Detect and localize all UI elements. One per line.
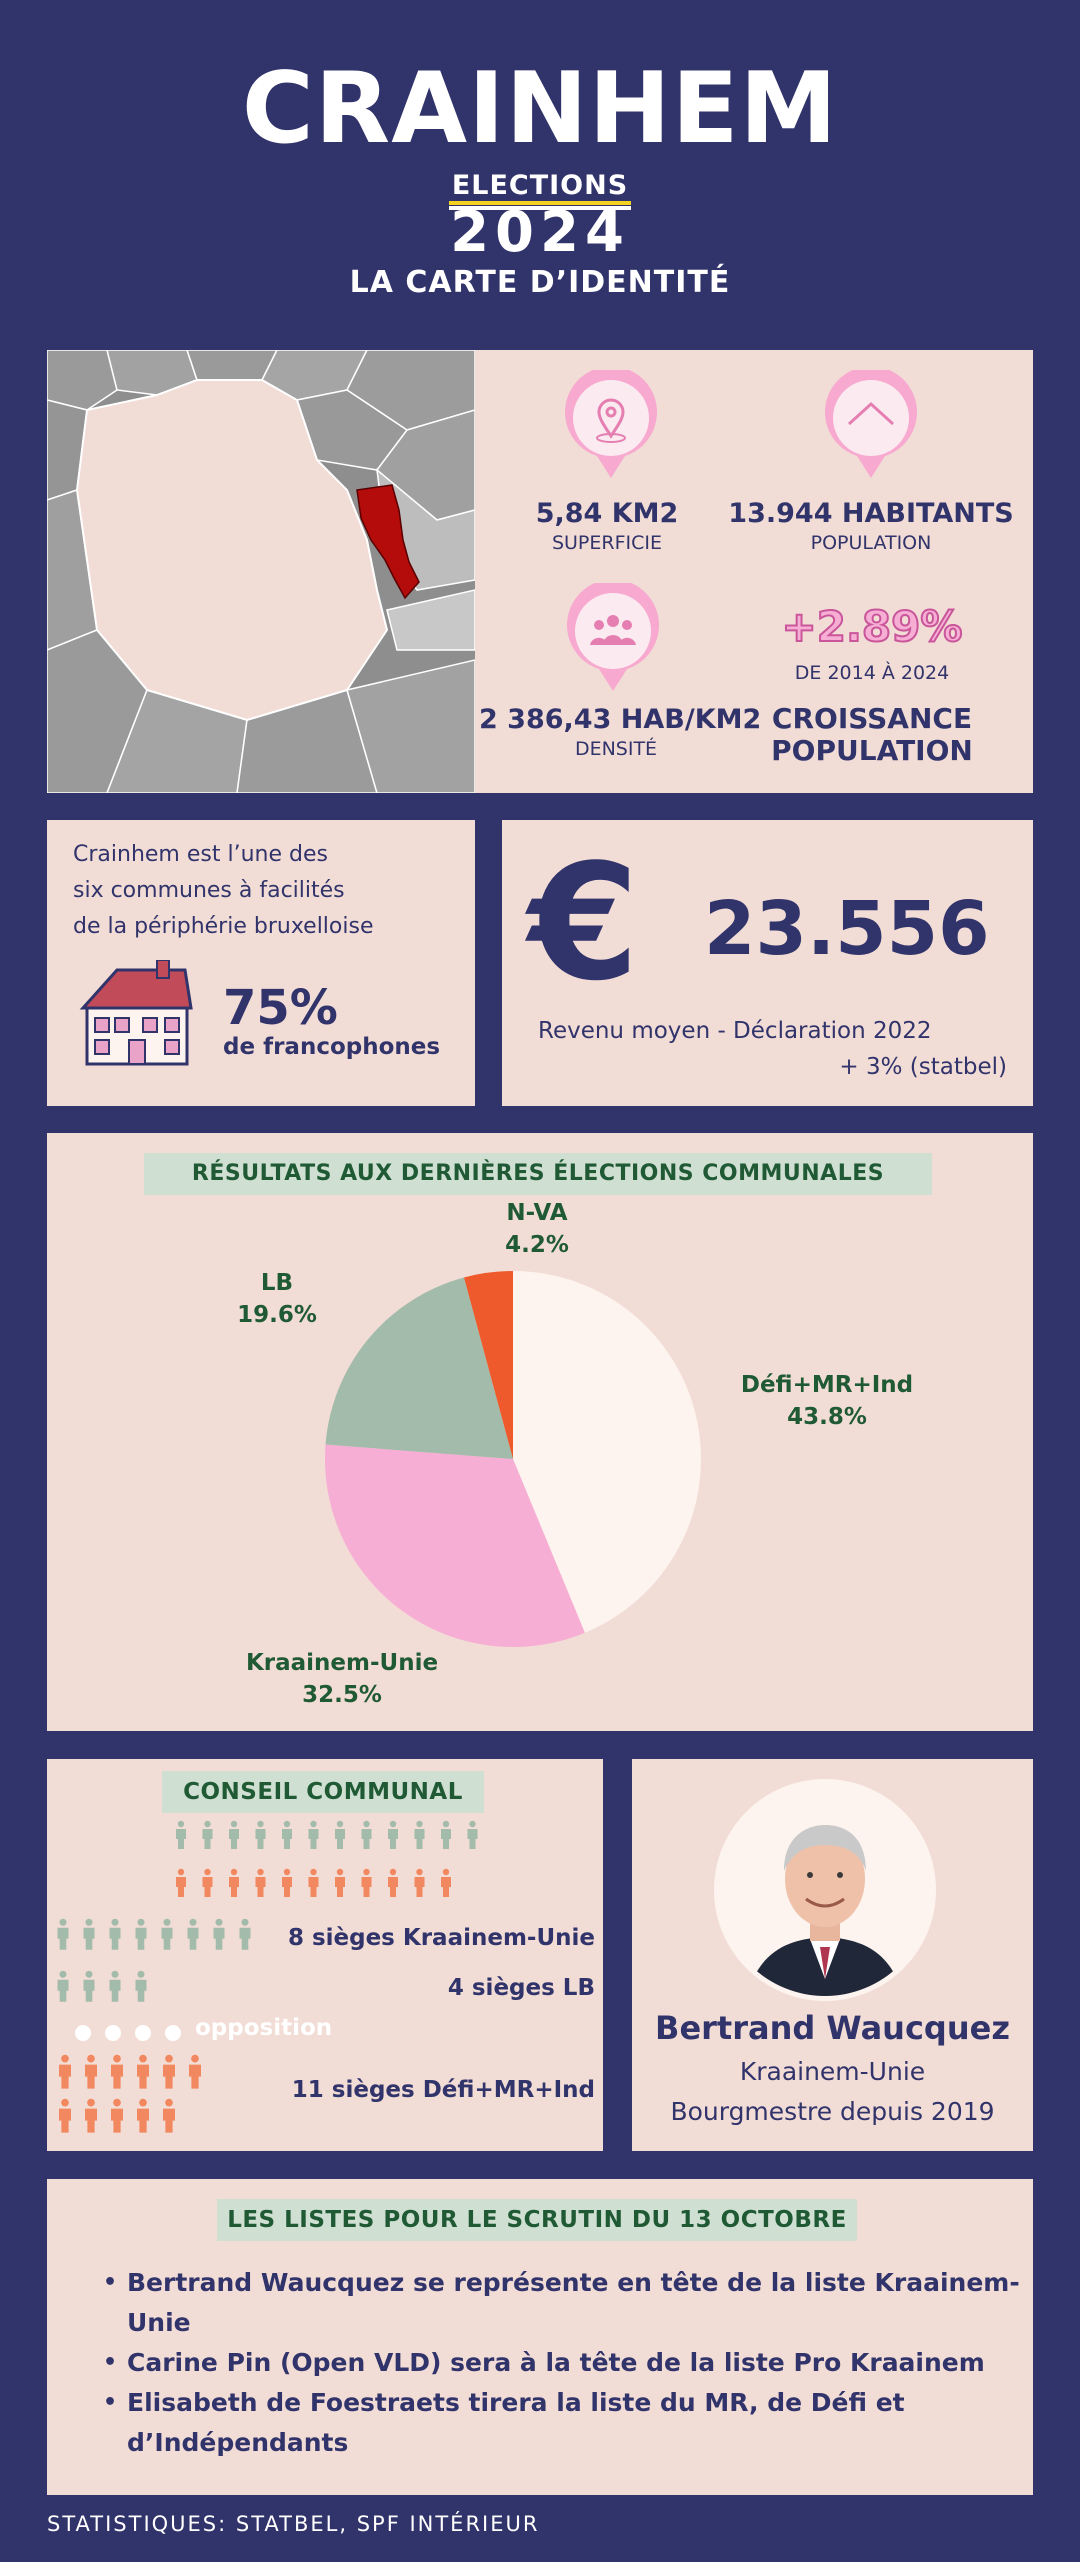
facilities-line3: de la périphérie bruxelloise [73, 914, 374, 939]
person-icon [362, 1821, 372, 1849]
pie-label-kraainem-name: Kraainem-Unie [245, 1650, 439, 1676]
pie-label-kraainem [212, 1647, 472, 1711]
pie-label-defi [697, 1369, 957, 1433]
person-icon [136, 1919, 147, 1950]
person-icon [176, 1869, 186, 1897]
person-icon [335, 1869, 345, 1897]
population-label: POPULATION [810, 532, 932, 554]
person-icon [441, 1869, 451, 1897]
person-icon [137, 2055, 149, 2089]
elections-year: 2024 [450, 200, 630, 265]
person-icon [335, 1821, 345, 1849]
francophone-label: de francophones [223, 1034, 441, 1060]
person-icon [188, 1919, 199, 1950]
person-icon [468, 1821, 478, 1849]
house-pin-icon [823, 370, 919, 480]
area-label: SUPERFICIE [551, 532, 663, 554]
person-icon [111, 2055, 123, 2089]
income-value: 23.556 [704, 886, 990, 972]
pie-label-defi-value: 43.8% [787, 1404, 867, 1430]
pie-label-nva-name: N-VA [506, 1200, 568, 1226]
person-icon [59, 2055, 71, 2089]
person-icon [58, 1919, 69, 1950]
person-icon [85, 2099, 97, 2133]
person-icon [362, 1869, 372, 1897]
seats-defi: 11 sièges Défi+MR+Ind [291, 2077, 595, 2103]
growth-label-line1: CROISSANCE [771, 702, 973, 735]
seats-kraainem: 8 sièges Kraainem-Unie [287, 1925, 595, 1951]
person-icon [203, 1821, 213, 1849]
person-icon [229, 1869, 239, 1897]
mayor-party: Kraainem-Unie [739, 2057, 926, 2086]
facilities-line2: six communes à facilités [73, 878, 345, 903]
density-value: 2 386,43 HAB/KM2 [479, 704, 762, 735]
pie-label-lb-name: LB [260, 1270, 294, 1296]
person-icon [415, 1869, 425, 1897]
person-icon [137, 2099, 149, 2133]
person-icon [110, 1971, 121, 2002]
person-icon [111, 2099, 123, 2133]
pie-label-lb-value: 19.6% [237, 1302, 317, 1328]
pie-label-nva-value: 4.2% [505, 1232, 569, 1258]
person-icon [85, 2055, 97, 2089]
person-icon [240, 1919, 251, 1950]
mayor-role: Bourgmestre depuis 2019 [670, 2097, 995, 2126]
pie-label-lb [217, 1267, 337, 1331]
pie-label-defi-name: Défi+MR+Ind [740, 1372, 914, 1398]
mayor-portrait [714, 1779, 936, 2001]
opposition-dot [75, 2025, 91, 2041]
person-icon [84, 1919, 95, 1950]
municipality-map [47, 350, 475, 793]
house-icon [73, 960, 195, 1068]
person-icon [189, 2055, 201, 2089]
seats-lb: 4 sièges LB [447, 1975, 595, 2001]
person-icon [84, 1971, 95, 2002]
opposition-dot [135, 2025, 151, 2041]
opposition-dot [165, 2025, 181, 2041]
growth-value: +2.89% [781, 602, 963, 651]
elections-label: ELECTIONS [451, 170, 629, 201]
person-icon [309, 1869, 319, 1897]
mayor-name: Bertrand Waucquez [655, 2009, 1010, 2047]
person-icon [388, 1869, 398, 1897]
footer-source: STATISTIQUES: STATBEL, SPF INTÉRIEUR [47, 2512, 540, 2536]
facilities-card [47, 820, 475, 1106]
income-label: Revenu moyen - Déclaration 2022 [538, 1018, 932, 1044]
lists-title: LES LISTES POUR LE SCRUTIN DU 13 OCTOBRE [217, 2199, 857, 2241]
lists-card [47, 2179, 1033, 2495]
person-icon [214, 1919, 225, 1950]
council-title: CONSEIL COMMUNAL [162, 1771, 484, 1813]
council-card [47, 1759, 603, 2151]
person-icon [256, 1869, 266, 1897]
person-icon [136, 1971, 147, 2002]
people-pin-icon [565, 583, 661, 693]
page-subtitle: LA CARTE D’IDENTITÉ [349, 265, 731, 300]
list-item: • Elisabeth de Foestraets tirera la liste du MR, de Défi et d’Indépendants [127, 2383, 1057, 2463]
list-item: • Carine Pin (Open VLD) sera à la tête de la liste Pro Kraainem [127, 2343, 1057, 2383]
francophone-percent: 75% [223, 980, 338, 1036]
pie-label-kraainem-value: 32.5% [302, 1682, 382, 1708]
opposition-label: opposition [195, 2015, 333, 2041]
person-icon [282, 1821, 292, 1849]
person-icon [441, 1821, 451, 1849]
person-icon [162, 1919, 173, 1950]
euro-icon: € [528, 829, 640, 1016]
population-value: 13.944 HABITANTS [728, 498, 1014, 529]
person-icon [58, 1971, 69, 2002]
person-icon [256, 1821, 266, 1849]
person-icon [282, 1869, 292, 1897]
person-icon [176, 1821, 186, 1849]
person-icon [203, 1869, 213, 1897]
location-pin-icon [563, 370, 659, 480]
person-icon [229, 1821, 239, 1849]
person-icon [415, 1821, 425, 1849]
person-icon [388, 1821, 398, 1849]
income-card [502, 820, 1033, 1106]
pie-label-nva [437, 1197, 637, 1261]
mayor-card [632, 1759, 1033, 2151]
list-item: • Bertrand Waucquez se représente en tête de la liste Kraainem-Unie [127, 2263, 1057, 2343]
person-icon [163, 2099, 175, 2133]
income-change: + 3% (statbel) [839, 1054, 1007, 1080]
growth-label-line2: POPULATION [771, 734, 973, 767]
results-title: RÉSULTATS AUX DERNIÈRES ÉLECTIONS COMMUNALES [144, 1153, 932, 1195]
person-icon [309, 1821, 319, 1849]
city-title: CRAINHEM [241, 52, 839, 166]
area-value: 5,84 KM2 [535, 498, 679, 529]
person-icon [59, 2099, 71, 2133]
person-icon [110, 1919, 121, 1950]
facilities-line1: Crainhem est l’une des [73, 842, 328, 867]
density-label: DENSITÉ [574, 738, 658, 760]
identity-card [47, 350, 1033, 793]
person-icon [163, 2055, 175, 2089]
opposition-dot [105, 2025, 121, 2041]
results-card [47, 1133, 1033, 1731]
growth-period: DE 2014 À 2024 [794, 662, 950, 684]
